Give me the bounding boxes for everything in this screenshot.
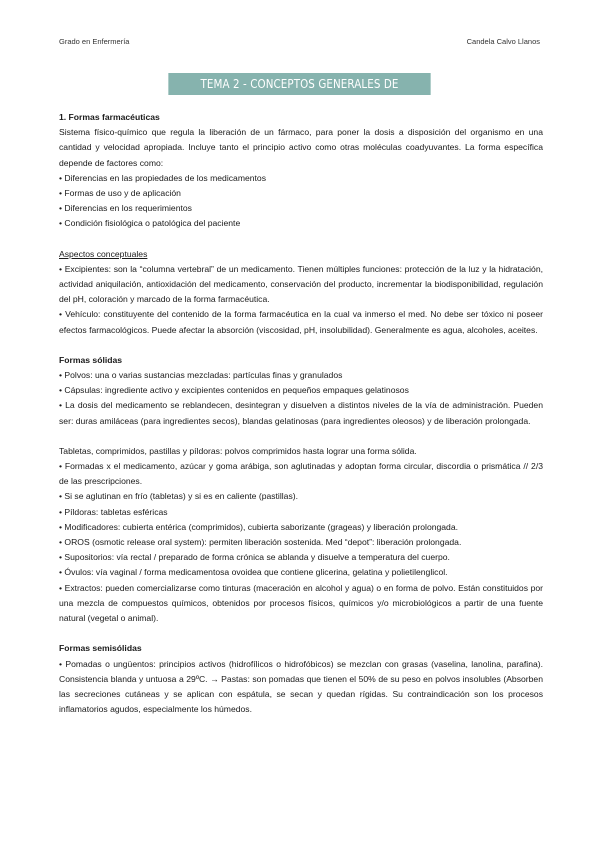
list-item: • Formas de uso y de aplicación [59, 186, 543, 201]
list-item: • Cápsulas: ingrediente activo y excipientes contenidos en pequeños empaques gelatinosos [59, 383, 543, 398]
list-item: • Condición fisiológica o patológica del paciente [59, 216, 543, 231]
list-item: • Vehículo: constituyente del contenido de la forma farmacéutica en la cual va inmerso el med. No debe ser tóxico ni poseer efectos farmacológicos. Puede afectar la absorción (viscosidad, pH, insolubilidad). Generalmente es agua, alcoholes, aceites. [59, 307, 543, 337]
list-item: • La dosis del medicamento se reblandecen, desintegran y disuelven a distintos niveles de la vía de administración. Pueden ser: duras amiláceas (para ingredientes secos), blandas gelatinosas (para ingredientes oleosos) y de liberación prolongada. [59, 398, 543, 428]
list-item: • Supositorios: vía rectal / preparado de forma crónica se ablanda y disuelve a temperatura del cuerpo. [59, 550, 543, 565]
paragraph-tabletas: Tabletas, comprimidos, pastillas y píldoras: polvos comprimidos hasta lograr una forma sólida. [59, 445, 417, 456]
subheading-aspectos: Aspectos conceptuales [59, 248, 148, 259]
list-item: • Píldoras: tabletas esféricas [59, 505, 543, 520]
section-heading-solidas: Formas sólidas [59, 354, 123, 365]
document-body [59, 110, 543, 717]
list-item: • OROS (osmotic release oral system): permiten liberación sostenida. Med “depot”: liberación prolongada. [59, 535, 543, 550]
list-item: • Diferencias en las propiedades de los medicamentos [59, 171, 543, 186]
list-item: • Excipientes: son la “columna vertebral” de un medicamento. Tienen múltiples funciones: protección de la luz y la hidratación, actividad aniquilación, antioxidación del medicamento, conservación del producto, incrementar la biodisponibilidad, regulación del pH, coloración y marcado de la forma farmacéutica. [59, 262, 543, 308]
list-item: • Diferencias en los requerimientos [59, 201, 543, 216]
paragraph-intro: Sistema físico-químico que regula la liberación de un fármaco, para poner la dosis a disposición del organismo en una cantidad y velocidad apropiada. Incluye tanto el principio activo como otras moléculas coadyuvantes. La forma específica depende de factores como: [59, 127, 543, 168]
header-course: Grado en Enfermería [59, 37, 130, 46]
list-item: • Pomadas o ungüentos: principios activos (hidrofílicos o hidrofóbicos) se mezclan con grasas (vaselina, lanolina, parafina). Consistencia blanda y untuosa a 29ºC. → Pastas: son pomadas que tienen el 50% de su peso en polvos insolubles (Absorben las secreciones cutáneas y se aplican con espátula, se secan y quedan rígidas. Su contraindicación son los procesos inflamatorios agudos, especialmente los húmedos. [59, 657, 543, 718]
list-item: • Formadas x el medicamento, azúcar y goma arábiga, son aglutinadas y adoptan forma circular, discordia o prismática // 2/3 de las prescripciones. [59, 459, 543, 489]
header-author: Candela Calvo Llanos [466, 37, 540, 46]
list-item: • Polvos: una o varias sustancias mezcladas: partículas finas y granulados [59, 368, 543, 383]
section-heading-semisolidas: Formas semisólidas [59, 643, 142, 654]
list-item: • Extractos: pueden comercializarse como tinturas (maceración en alcohol y agua) o en forma de polvo. Están constituidos por una mezcla de compuestos químicos, obtenidos por procesos físicos, químicos y/o microbiológicos a partir de una fuente natural (vegetal o animal). [59, 581, 543, 627]
page-title: TEMA 2 - CONCEPTOS GENERALES DE FARMACOLOGÍA [168, 73, 430, 95]
list-item: • Si se aglutinan en frío (tabletas) y si es en caliente (pastillas). [59, 489, 543, 504]
list-item: • Modificadores: cubierta entérica (comprimidos), cubierta saborizante (grageas) y liberación prolongada. [59, 520, 543, 535]
section-heading-formas-farmaceuticas: 1. Formas farmacéuticas [59, 112, 160, 122]
list-item: • Óvulos: vía vaginal / forma medicamentosa ovoidea que contiene glicerina, gelatina y polietilenglicol. [59, 565, 543, 580]
